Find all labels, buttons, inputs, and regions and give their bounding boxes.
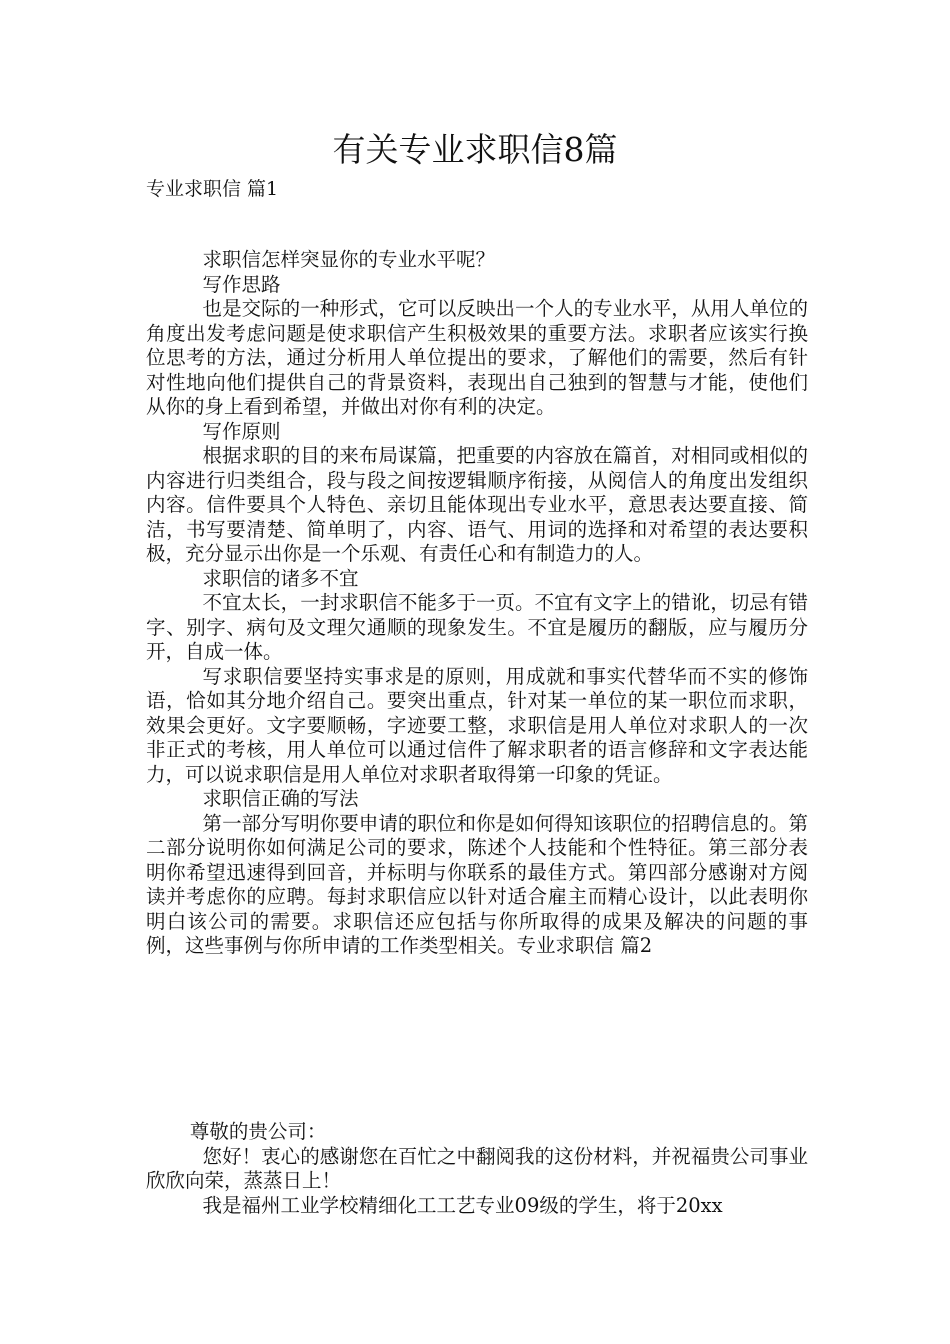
paragraph: 不宜太长，一封求职信不能多于一页。不宜有文字上的错讹，切忌有错字、别字、病句及文理欠通顺的现象发生。不宜是履历的翻版，应与履历分开，自成一体。 [146,591,808,663]
paragraph: 写求职信要坚持实事求是的原则，用成就和事实代替华而不实的修饰语，恰如其分地介绍自己。要突出重点，针对某一单位的某一职位而求职，效果会更好。文字要顺畅，字迹要工整，求职信是用人单位对求职人的一次非正式的考核，用人单位可以通过信件了解求职者的语言修辞和文字表达能力，可以说求职信是用人单位对求职者取得第一印象的凭证。 [146,664,808,786]
section-1-body [146,248,808,959]
subheading-correct-method: 求职信正确的写法 [202,787,359,810]
paragraph: 第一部分写明你要申请的职位和你是如何得知该职位的招聘信息的。第二部分说明你如何满足公司的要求，陈述个人技能和个性特征。第三部分表明你希望迅速得到回音，并标明与你联系的最佳方式。第四部分感谢对方阅读并考虑你的应聘。每封求职信应以针对适合雇主而精心设计，以此表明你明白该公司的需要。求职信还应包括与你所取得的成果及解决的问题的事例，这些事例与你所申请的工作类型相关。专业求职信 篇2 [146,811,808,957]
subheading-dont-list: 求职信的诸多不宜 [202,566,359,590]
paragraph: 根据求职的目的来布局谋篇，把重要的内容放在篇首，对相同或相似的内容进行归类组合，段与段之间按逻辑顺序衔接，从阅信人的角度出发组织内容。信件要具个人特色、亲切且能体现出专业水平，意思表达要直接、简洁，书写要清楚、简单明了，内容、语气、用词的选择和对希望的表达要积极，充分显示出你是一个乐观、有责任心和有制造力的人。 [146,444,808,565]
section-2-body [146,1120,808,1218]
document-title: 有关专业求职信8篇 [332,130,618,169]
section-1-label: 专业求职信 篇1 [146,178,279,200]
subheading-writing-approach: 写作思路 [202,272,281,296]
paragraph: 求职信怎样突显你的专业水平呢？ [202,248,496,271]
paragraph: 也是交际的一种形式，它可以反映出一个人的专业水平，从用人单位的角度出发考虑问题是使求职信产生积极效果的重要方法。求职者应该实行换位思考的方法，通过分析用人单位提出的要求，了解他们的需要，然后有针对性地向他们提供自己的背景资料，表现出自己独到的智慧与才能，使他们从你的身上看到希望，并做出对你有利的决定。 [146,297,808,418]
paragraph: 我是福州工业学校精细化工工艺专业09级的学生，将于20xx [202,1193,723,1217]
salutation: 尊敬的贵公司： [189,1120,327,1143]
paragraph: 您好！衷心的感谢您在百忙之中翻阅我的这份材料，并祝福贵公司事业欣欣向荣，蒸蒸日上！ [146,1144,808,1192]
subheading-writing-principles: 写作原则 [202,419,281,443]
